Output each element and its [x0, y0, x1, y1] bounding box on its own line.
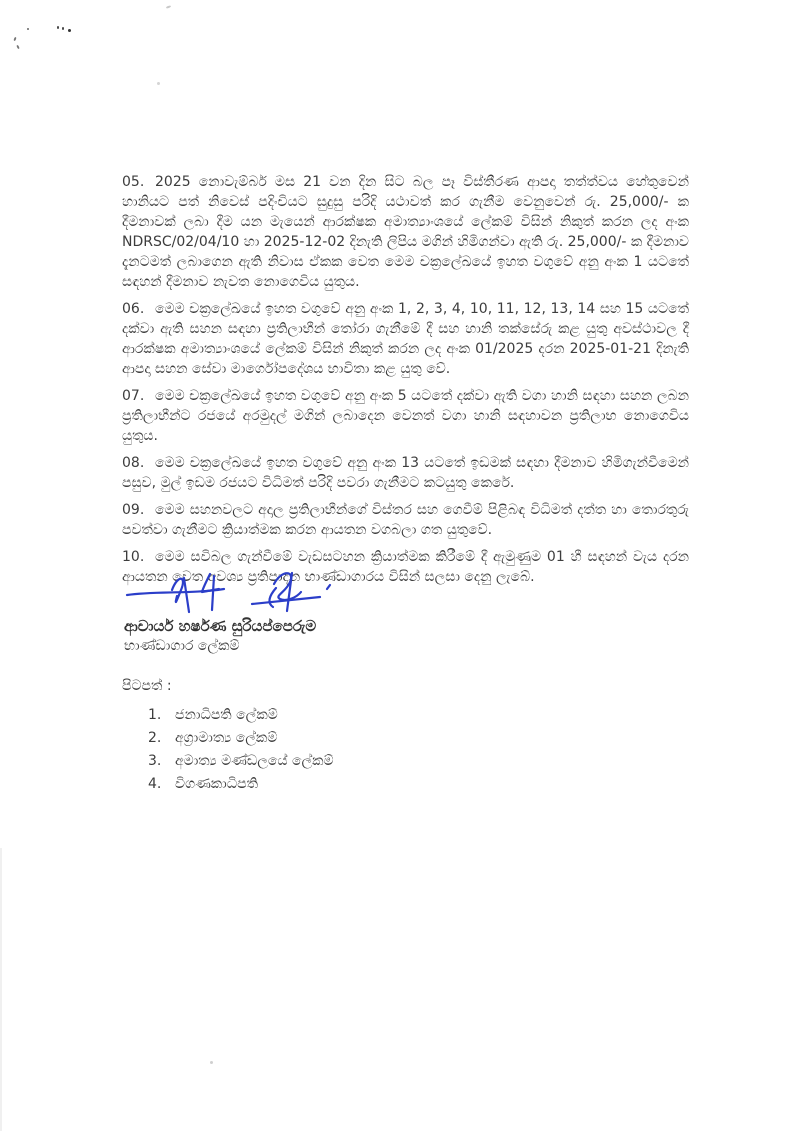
paragraph-number: 07. [122, 388, 145, 404]
scan-speck [210, 1061, 213, 1064]
paragraph-07 [122, 386, 689, 446]
paragraph-number: 05. [122, 174, 145, 190]
scan-edge-shadow [0, 848, 2, 1131]
paragraph-number: 06. [122, 301, 145, 317]
list-item-number: 4. [148, 776, 162, 792]
scan-speck [166, 5, 171, 9]
signature-block [122, 566, 442, 654]
list-item [122, 728, 334, 748]
document-body [122, 172, 689, 594]
paragraph-text: 2025 නොවැම්බර් මස 21 වන දින සිට බල පෑ විස්තීරණ ආපදා තත්ත්වය හේතුවෙන් හානියට පත් නිවෙස් පදිංචියට සුදුසු පරිදි යථාවත් කර ගැනීම වෙනුවෙන් රු. 25,000/- ක දීමනාවක් ලබා දීම යන මැයෙන් ආරක්ෂක අමාත්‍යාංශයේ ලේකම් විසින් නිකුත් කරන ලද අංක NDRSC/02/04/10 හා 2025-12-02 දිනැති ලිපිය මගින් හිමිගන්වා ඇති රු. 25,000/- ක දීමනාව දැනටමත් ලබාගෙන ඇති නිවාස ඒකක වෙත මෙම චක්‍රලේඛයේ ඉහත වගුවේ අනු අංක 1 යටතේ සඳහන් දීමනාව නැවත නොගෙවිය යුතුය. [122, 174, 689, 290]
paragraph-08 [122, 453, 689, 493]
signatory-name: ආචාර්ය හර්ෂණ සුරියප්පෙරුම [124, 617, 317, 635]
paragraph-number: 10. [122, 549, 145, 565]
scan-speck [68, 29, 71, 32]
signatory-title: භාණ්ඩාගාර ලේකම් [124, 638, 240, 654]
scan-speck [62, 27, 64, 30]
scan-speck [13, 37, 16, 41]
paragraph-number: 08. [122, 455, 145, 471]
paragraph-text: මෙම සහනවලට අදාල ප්‍රතිලාභීන්ගේ විස්තර සහ ගෙවීම් පිළිබඳ විධිමත් දත්ත හා තොරතුරු පවත්වා ගැනීමට ක්‍රියාත්මක කරන ආයතන වගබලා ගත යුතුවේ. [122, 502, 689, 538]
scan-speck [16, 45, 20, 49]
paragraph-text: මෙම චක්‍රලේඛයේ ඉහත වගුවේ අනු අංක 13 යටතේ ඉඩමක් සඳහා දීමනාව හිමිගැන්වීමෙන් පසුව, මුල් ඉඩම රජයට විධිමත් පරිදි පවරා ගැනීමට කටයුතු කෙරේ. [122, 455, 689, 491]
paragraph-05 [122, 172, 689, 292]
list-item-text: විගණකාධිපති [175, 776, 258, 792]
paragraph-09 [122, 500, 689, 540]
copies-label: පිටපත් : [122, 678, 172, 694]
list-item [122, 774, 334, 794]
list-item-text: ජනාධිපති ලේකම් [175, 707, 278, 723]
paragraph-text: මෙම චක්‍රලේඛයේ ඉහත වගුවේ අනු අංක 1, 2, 3, 4, 10, 11, 12, 13, 14 සහ 15 යටතේ දක්වා ඇති සහන සඳහා ප්‍රතිලාභීන් තෝරා ගැනීමේ දී සහ හානි තක්සේරු කළ යුතු අවස්ථාවල දී ආරක්ෂක අමාත්‍යාංශයේ ලේකම් විසින් නිකුත් කරන ලද අංක 01/2025 දරන 2025-01-21 දිනැති ආපදා සහන සේවා මාර්ගෝපදේශය භාවිතා කළ යුතු වේ. [122, 301, 689, 377]
list-item-number: 1. [148, 707, 162, 723]
list-item-number: 3. [148, 753, 162, 769]
paragraph-number: 09. [122, 502, 145, 518]
scan-speck [157, 82, 160, 85]
paragraph-06 [122, 299, 689, 379]
list-item-number: 2. [148, 730, 162, 746]
list-item [122, 705, 334, 725]
paragraph-text: මෙම චක්‍රලේඛයේ ඉහත වගුවේ අනු අංක 5 යටතේ දක්වා ඇති වගා හානි සඳහා සහන ලබන ප්‍රතිලාභීන්ට රජයේ අරමුදල් මගින් ලබාදෙන වෙනත් වගා හානි සඳහාවන ප්‍රතිලාභ නොගෙවිය යුතුය. [122, 388, 689, 444]
list-item-text: අමාත්‍ය මණ්ඩලයේ ලේකම් [175, 753, 334, 769]
scan-speck [27, 28, 29, 30]
signature-ink-icon [124, 566, 334, 616]
list-item-text: අග්‍රාමාත්‍ය ලේකම් [175, 730, 278, 746]
scan-speck [57, 26, 59, 29]
paragraph-text: මෙම සවිබල ගැන්වීමේ වැඩසටහන ක්‍රියාත්මක කිරීමේ දී ඇමුණුම 01 හී සඳහන් වැය දරන ආයතන වෙත අවශ්‍ය ප්‍රතිපාදන භාණ්ඩාගාරය විසින් සලසා දෙනු ලැබේ. [122, 549, 689, 585]
list-item [122, 751, 334, 771]
copies-section [122, 676, 334, 797]
